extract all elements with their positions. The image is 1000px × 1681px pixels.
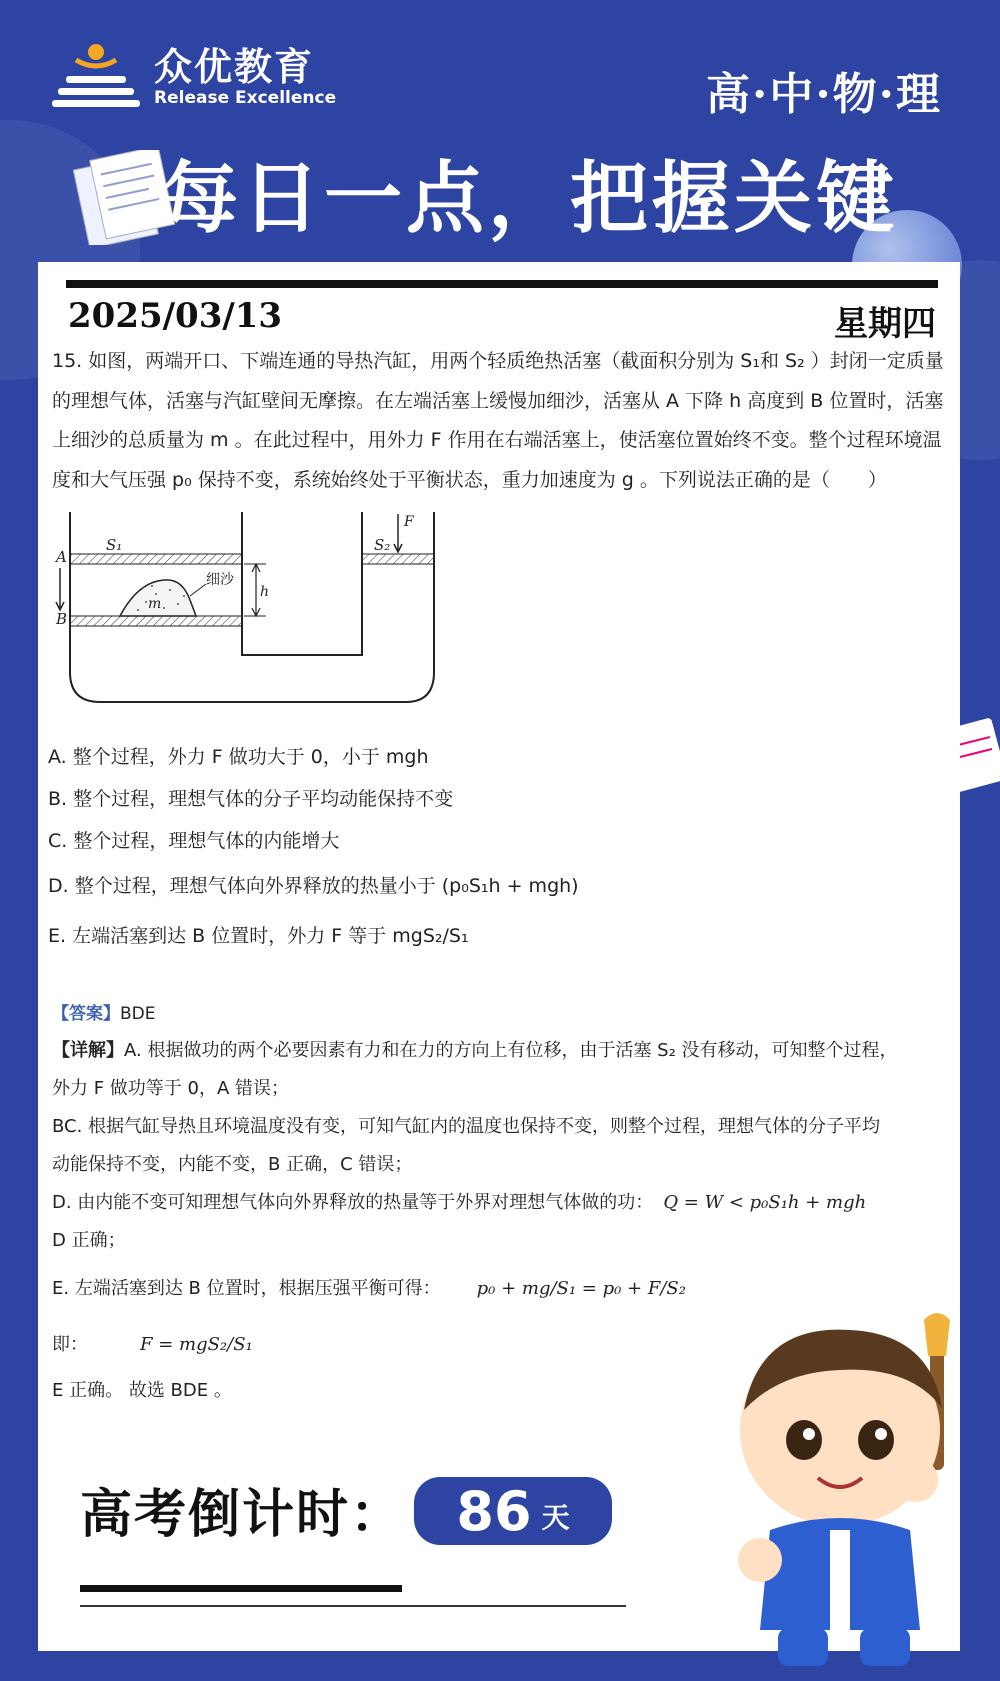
label-f: F [404, 514, 414, 530]
option-e: E. 左端活塞到达 B 位置时，外力 F 等于 mgS₂/S₁ [48, 925, 469, 947]
left-piston-b [70, 616, 242, 626]
detail-tag: 【详解】 [52, 1040, 124, 1061]
weekday: 星期四 [834, 304, 936, 344]
label-h: h [260, 584, 270, 600]
question-line: 的理想气体，活塞与汽缸壁间无摩擦。在左端活塞上缓慢加细沙，活塞从 A 下降 h 高度到 B 位置时，活塞 [52, 389, 944, 412]
question-line: 上细沙的总质量为 m 。在此过程中，用外力 F 作用在右端活塞上，使活塞位置始终不变。整个过程环境温 [52, 429, 942, 451]
answer-value: BDE [120, 1004, 156, 1024]
mascot-illustration [720, 1310, 980, 1670]
left-piston-a [70, 554, 242, 564]
detail-line: 外力 F 做功等于 0，A 错误； [52, 1078, 290, 1099]
question-text [52, 342, 950, 500]
question-line: 15. 如图，两端开口、下端连通的导热汽缸，用两个轻质绝热活塞（截面积分别为 S₁和 S₂ ）封闭一定质量 [52, 350, 944, 372]
equation: p₀ + mg/S₁ = p₀ + F/S₂ [476, 1278, 686, 1299]
equation: F = mgS₂/S₁ [140, 1334, 253, 1355]
answer [52, 999, 156, 1024]
date: 2025/03/13 [68, 296, 283, 336]
option-d: D. 整个过程，理想气体向外界释放的热量小于 (p₀S₁h + mgh) [48, 875, 579, 897]
detail-line: BC. 根据气缸导热且环境温度没有变，可知气缸内的温度也保持不变，则整个过程，理想气体的分子平均 [52, 1116, 881, 1137]
top-divider [66, 280, 938, 288]
brand-name: 众优教育 [154, 45, 315, 89]
right-piston [362, 554, 434, 564]
detail-line: 即： [52, 1334, 88, 1355]
brand-tagline: Release Excellence [154, 88, 337, 108]
label-a: A [56, 548, 67, 566]
brand-logo [52, 42, 336, 112]
option-a: A. 整个过程，外力 F 做功大于 0，小于 mgh [48, 746, 429, 768]
countdown-label: 高考倒计时： [80, 1485, 405, 1545]
subject-title: 高·中·物·理 [706, 69, 942, 120]
detail-line: D. 由内能不变可知理想气体向外界释放的热量等于外界对理想气体做的功： [52, 1192, 654, 1213]
question-line: 度和大气压强 p₀ 保持不变，系统始终处于平衡状态，重力加速度为 g 。下列说法正确的是（ ） [52, 468, 887, 491]
equation: Q = W < p₀S₁h + mgh [663, 1192, 867, 1213]
bottom-divider [80, 1605, 626, 1607]
detail-line: E 正确。 故选 BDE 。 [52, 1380, 232, 1401]
option-b: B. 整个过程，理想气体的分子平均动能保持不变 [48, 788, 454, 810]
label-m: m [148, 596, 162, 612]
label-sand: 细沙 [206, 572, 234, 588]
label-b: B [56, 610, 68, 628]
slogan: 每日一点，把握关键 [160, 154, 899, 244]
detail-line: E. 左端活塞到达 B 位置时，根据压强平衡可得： [52, 1278, 441, 1299]
countdown-badge [414, 1477, 612, 1545]
logo-icon [52, 42, 140, 112]
cylinder-diagram [46, 512, 486, 712]
bottom-divider [80, 1585, 402, 1592]
label-s1: S₁ [106, 536, 123, 554]
countdown-unit: 天 [541, 1501, 570, 1534]
detail-line: D 正确； [52, 1230, 126, 1251]
detail-line: A. 根据做功的两个必要因素有力和在力的方向上有位移，由于活塞 S₂ 没有移动，可知整个过程， [124, 1040, 898, 1061]
countdown-days: 86 [456, 1479, 532, 1543]
option-c: C. 整个过程，理想气体的内能增大 [48, 830, 340, 852]
label-s2: S₂ [374, 536, 391, 554]
options-list [48, 736, 948, 962]
answer-tag: 【答案】 [52, 1004, 120, 1024]
detail-line: 动能保持不变，内能不变，B 正确，C 错误； [52, 1154, 413, 1175]
